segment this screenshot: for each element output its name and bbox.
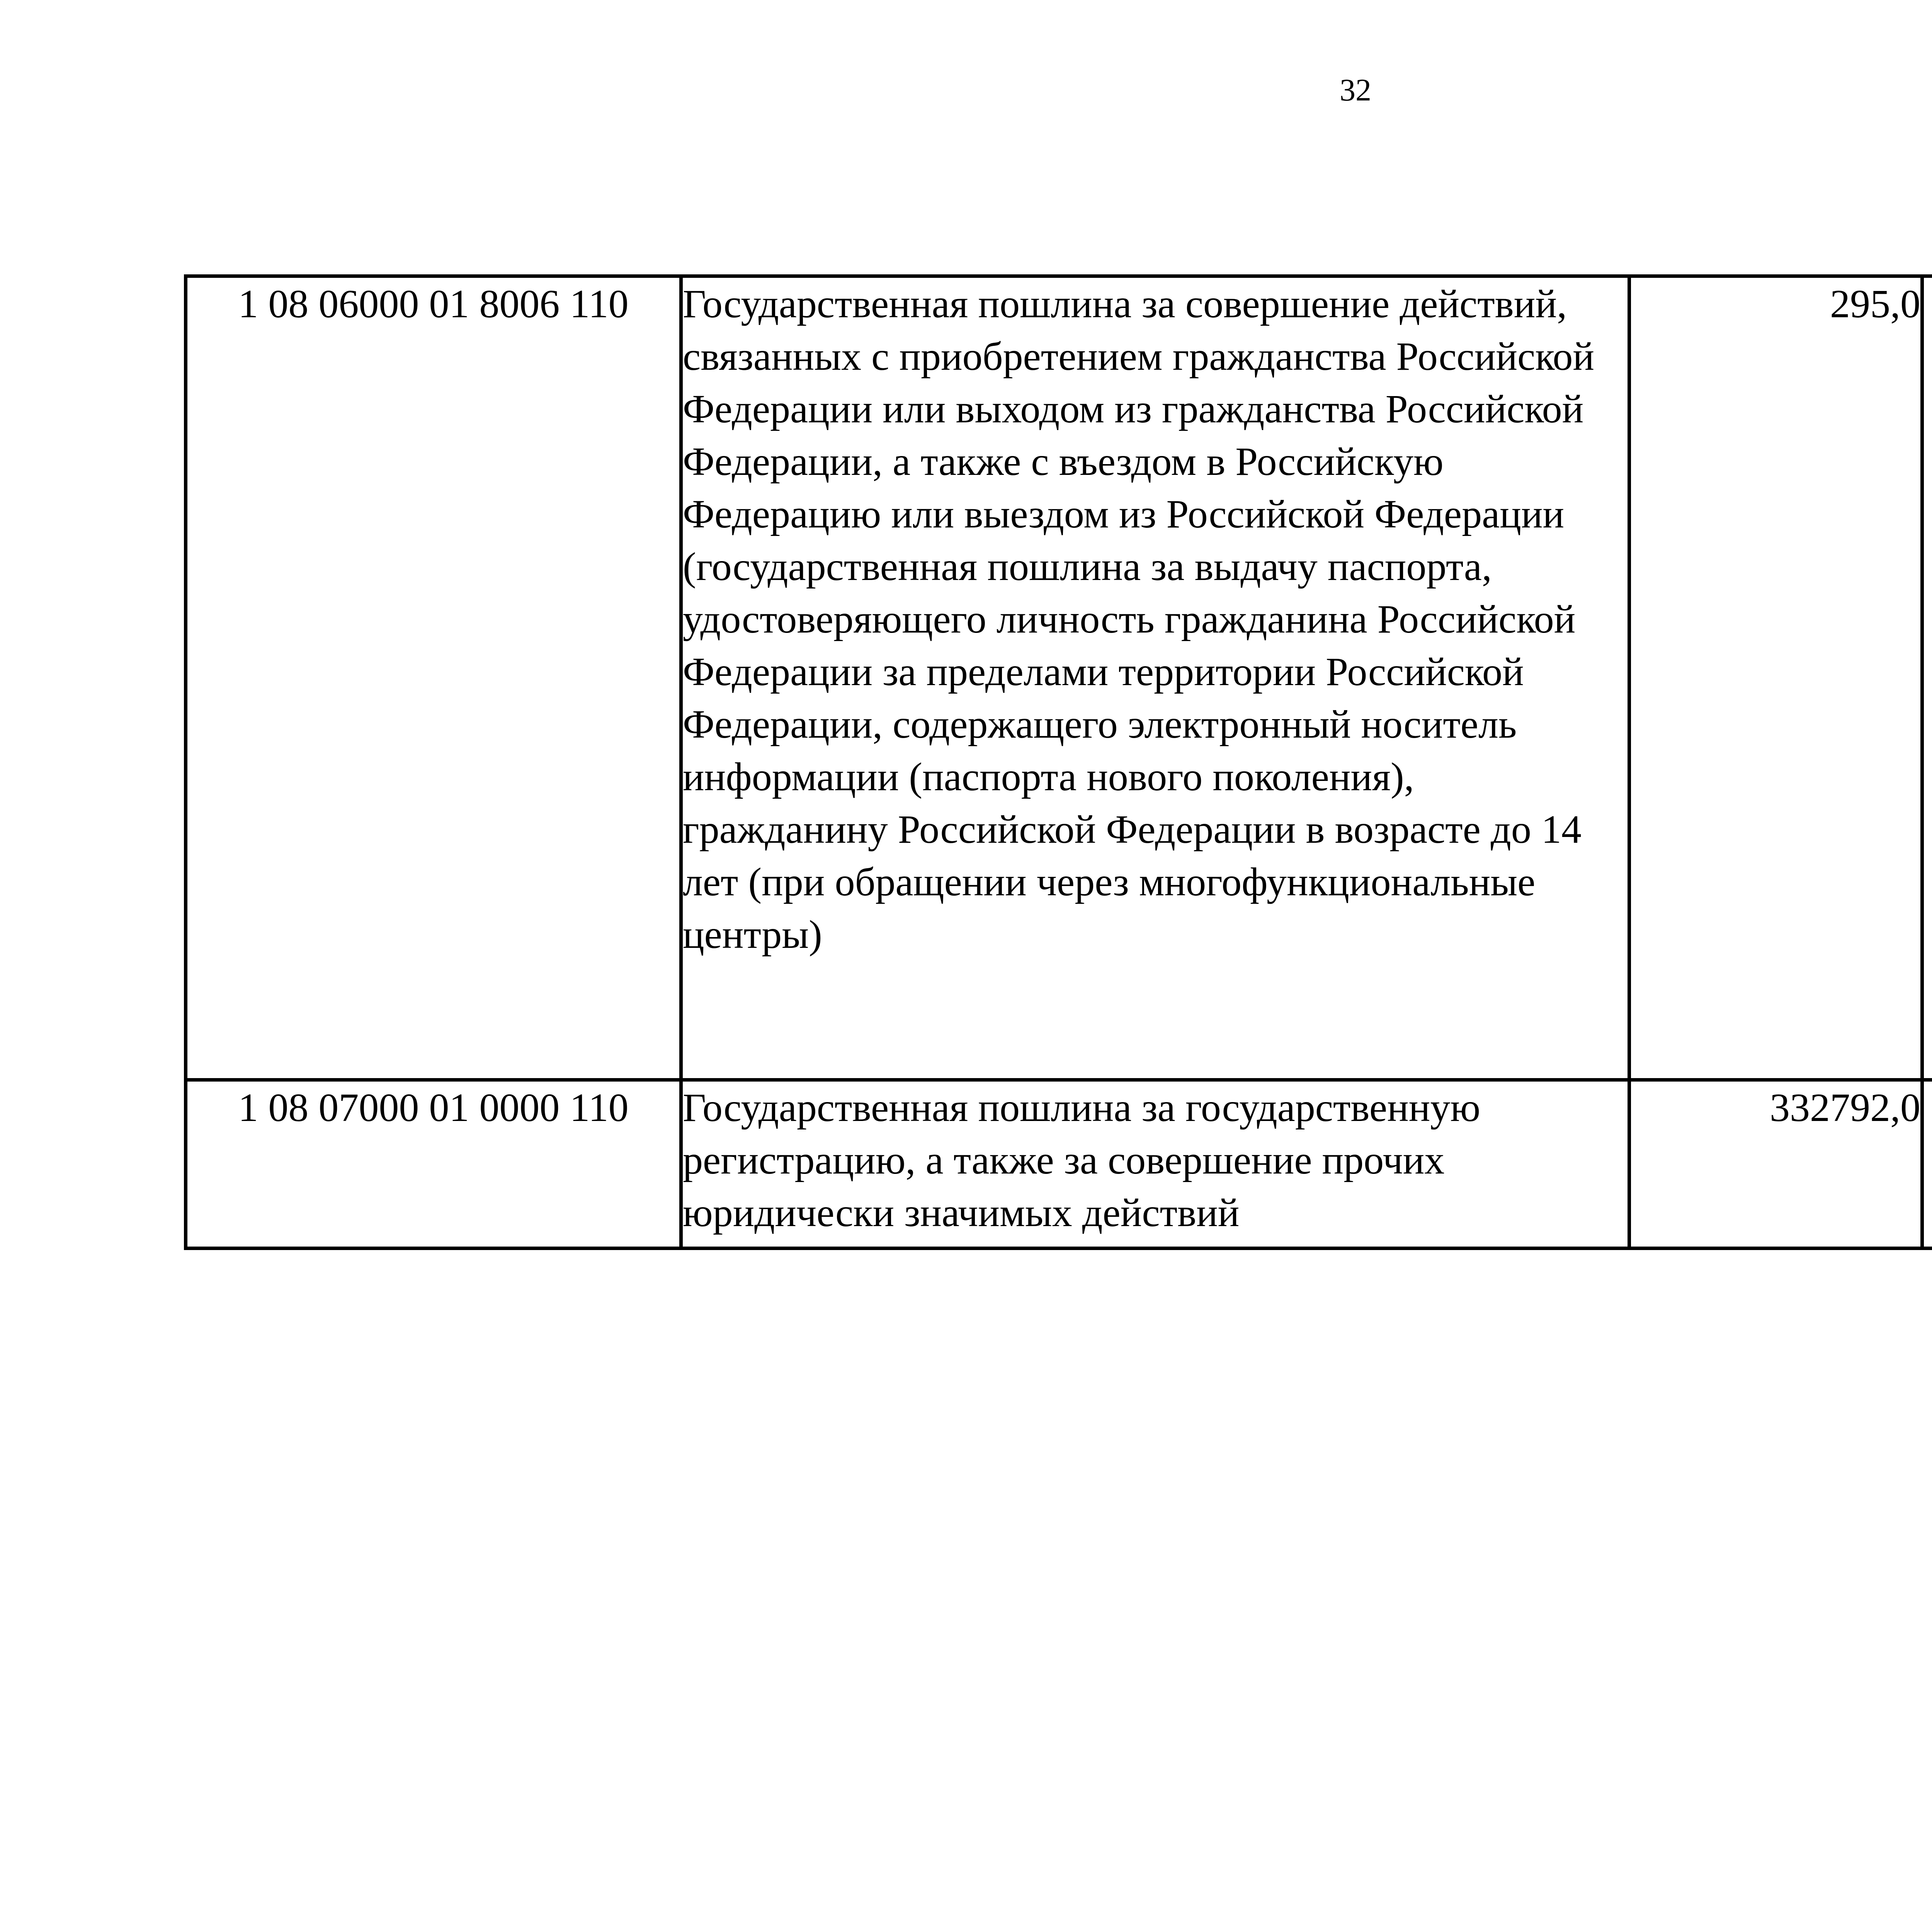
budget-table: [184, 274, 1932, 1250]
page-number: 32: [1340, 72, 1371, 107]
value-cell-year-2: [1922, 276, 1932, 1080]
table-row: [186, 1080, 1932, 1249]
table-row: [186, 276, 1932, 1080]
value-cell-year-1: 295,0: [1629, 276, 1922, 1080]
revenue-name-cell: Государственная пошлина за государственную регистрацию, а также за совершение прочих юридически значимых действий: [681, 1080, 1629, 1249]
value-cell-year-1: 332792,0: [1629, 1080, 1922, 1249]
budget-code-cell: 1 08 07000 01 0000 110: [186, 1080, 681, 1249]
budget-code-cell: 1 08 06000 01 8006 110: [186, 276, 681, 1080]
value-cell-year-2: [1922, 1080, 1932, 1249]
revenue-name-cell: Государственная пошлина за совершение действий, связанных с приобретением гражданства Российской Федерации или выходом из гражданства Российской Федерации, а также с въездом в Российскую Федерацию или выездом из Российской Федерации (государственная пошлина за выдачу паспорта, удостоверяющего личность гражданина Российской Федерации за пределами территории Российской Федерации, содержащего электронный носитель информации (паспорта нового поколения), гражданину Российской Федерации в возрасте до 14 лет (при обращении через многофункциональные центры): [681, 276, 1629, 1080]
